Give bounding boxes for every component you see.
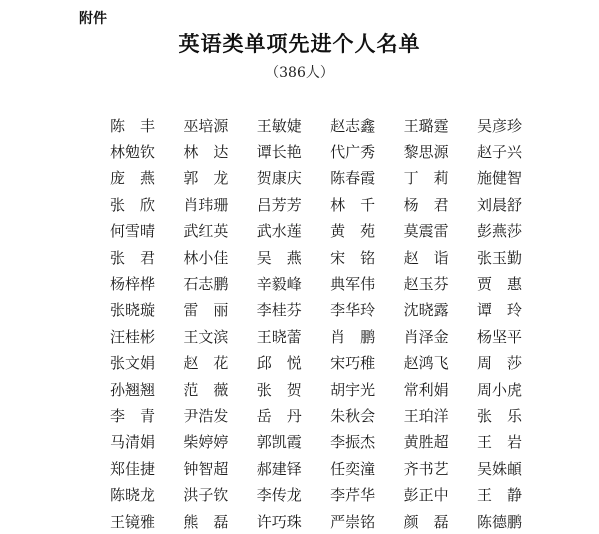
person-name: 陈春霞	[330, 169, 376, 188]
person-name: 任奕潼	[330, 459, 376, 478]
person-name: 彭正中	[403, 486, 449, 505]
person-name: 赵子兴	[476, 143, 522, 162]
person-name: 陈德鹏	[476, 512, 522, 531]
person-name: 张 君	[110, 248, 156, 267]
person-name: 王文滨	[183, 327, 229, 346]
person-name: 林 千	[330, 195, 376, 214]
person-name: 赵志鑫	[330, 116, 376, 135]
person-name: 赵 花	[183, 354, 229, 373]
person-name: 施健智	[476, 169, 522, 188]
person-name: 杨坚平	[476, 327, 522, 346]
person-name: 林勉钦	[110, 143, 156, 162]
person-count: （386人）	[265, 65, 334, 81]
person-name: 严崇铭	[330, 512, 376, 531]
person-name: 黎思源	[403, 143, 449, 162]
person-name: 代广秀	[330, 143, 376, 162]
person-name: 肖玮珊	[183, 195, 229, 214]
person-name: 齐书艺	[403, 459, 449, 478]
person-name: 刘晨舒	[476, 195, 522, 214]
person-name: 赵玉芬	[403, 275, 449, 294]
person-name: 李华玲	[330, 301, 376, 320]
person-name: 吕芳芳	[256, 195, 302, 214]
person-name: 李传龙	[256, 486, 302, 505]
person-name: 马清娟	[110, 433, 156, 452]
person-name: 王 岩	[476, 433, 522, 452]
person-name: 吴姝頔	[476, 459, 522, 478]
person-name: 颜 磊	[403, 512, 449, 531]
person-name: 周 莎	[476, 354, 522, 373]
person-name: 武水莲	[256, 222, 302, 241]
person-name: 郑佳捷	[110, 459, 156, 478]
person-name: 郭凯霞	[256, 433, 302, 452]
person-name: 岳 丹	[256, 406, 302, 425]
person-name: 邱 悦	[256, 354, 302, 373]
name-row	[110, 350, 550, 376]
person-name: 贾 惠	[476, 275, 522, 294]
person-name: 李芹华	[330, 486, 376, 505]
person-name: 周小虎	[476, 380, 522, 399]
name-row	[110, 297, 550, 323]
person-name: 王晓蕾	[256, 327, 302, 346]
name-row	[110, 323, 550, 349]
person-name: 莫震雷	[403, 222, 449, 241]
person-name: 郭 龙	[183, 169, 229, 188]
person-name: 何雪晴	[110, 222, 156, 241]
person-name: 辛毅峰	[256, 275, 302, 294]
name-row	[110, 138, 550, 164]
person-name: 宋 铭	[330, 248, 376, 267]
name-row	[110, 455, 550, 481]
person-name: 胡宇光	[330, 380, 376, 399]
person-name: 贺康庆	[256, 169, 302, 188]
person-name: 李振杰	[330, 433, 376, 452]
person-name: 尹浩发	[183, 406, 229, 425]
name-row	[110, 402, 550, 428]
person-name: 谭 玲	[476, 301, 522, 320]
person-name: 张 贺	[256, 380, 302, 399]
person-name: 石志鹏	[183, 275, 229, 294]
person-name: 陈 丰	[110, 116, 156, 135]
person-name: 王敏婕	[256, 116, 302, 135]
person-name: 张 欣	[110, 195, 156, 214]
person-name: 丁 莉	[403, 169, 449, 188]
page-title: 英语类单项先进个人名单	[178, 31, 421, 56]
person-name: 洪子钦	[183, 486, 229, 505]
person-name: 宋巧稚	[330, 354, 376, 373]
person-name: 杨 君	[403, 195, 449, 214]
person-name: 吴 燕	[256, 248, 302, 267]
person-name: 郝建铎	[256, 459, 302, 478]
person-name: 王 静	[476, 486, 522, 505]
name-row	[110, 218, 550, 244]
person-name: 钟智超	[183, 459, 229, 478]
person-name: 范 薇	[183, 380, 229, 399]
person-name: 柴婷婷	[183, 433, 229, 452]
name-row	[110, 244, 550, 270]
person-name: 典军伟	[330, 275, 376, 294]
name-row	[110, 376, 550, 402]
person-name: 彭燕莎	[476, 222, 522, 241]
person-name: 孙翘翘	[110, 380, 156, 399]
person-name: 赵鸿飞	[403, 354, 449, 373]
person-name: 黄胜超	[403, 433, 449, 452]
name-row	[110, 165, 550, 191]
person-name: 杨梓桦	[110, 275, 156, 294]
person-name: 沈晓露	[403, 301, 449, 320]
person-name: 王璐霆	[403, 116, 449, 135]
person-name: 巫培源	[183, 116, 229, 135]
person-name: 武红英	[183, 222, 229, 241]
name-row	[110, 508, 550, 534]
person-name: 常利娟	[403, 380, 449, 399]
person-name: 肖 鹏	[330, 327, 376, 346]
person-name: 雷 丽	[183, 301, 229, 320]
person-name: 李桂芬	[256, 301, 302, 320]
person-name: 许巧珠	[256, 512, 302, 531]
person-name: 李 青	[110, 406, 156, 425]
person-name: 谭长艳	[256, 143, 302, 162]
person-name: 熊 磊	[183, 512, 229, 531]
person-name: 庞 燕	[110, 169, 156, 188]
person-name: 王镜雅	[110, 512, 156, 531]
person-name: 林 达	[183, 143, 229, 162]
person-name: 张文娟	[110, 354, 156, 373]
person-name: 林小佳	[183, 248, 229, 267]
person-name: 张玉勤	[476, 248, 522, 267]
name-row	[110, 429, 550, 455]
person-name: 朱秋会	[330, 406, 376, 425]
person-name: 汪桂彬	[110, 327, 156, 346]
name-list	[110, 112, 550, 534]
person-name: 张晓璇	[110, 301, 156, 320]
name-row	[110, 112, 550, 138]
person-name: 肖泽金	[403, 327, 449, 346]
name-row	[110, 270, 550, 296]
person-name: 张 乐	[476, 406, 522, 425]
name-row	[110, 191, 550, 217]
person-name: 陈晓龙	[110, 486, 156, 505]
person-name: 王珀洋	[403, 406, 449, 425]
person-name: 黄 苑	[330, 222, 376, 241]
name-row	[110, 481, 550, 507]
person-name: 吴彦珍	[476, 116, 522, 135]
attachment-label: 附件	[79, 11, 107, 27]
person-name: 赵 诣	[403, 248, 449, 267]
